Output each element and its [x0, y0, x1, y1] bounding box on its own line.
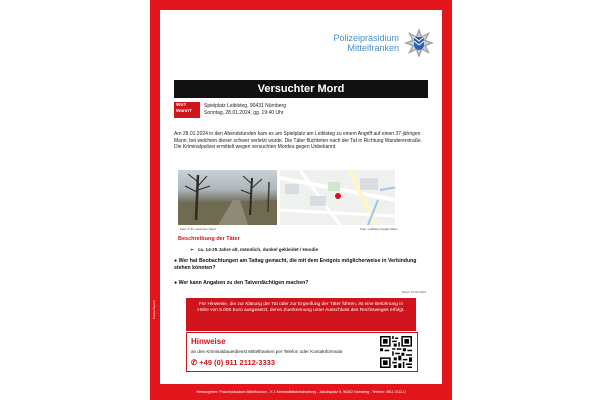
logo-text: [333, 33, 399, 53]
question-1: [174, 258, 424, 272]
police-logo: [333, 28, 434, 58]
crime-scene-photo: [178, 170, 277, 225]
question-1-text: Wer hat Beobachtungen am Tattag gemacht, die mit dem Ereignis möglicherweise in Verbindung stehen könnten?: [174, 258, 417, 271]
logo-line-2: Mittelfranken: [347, 43, 399, 53]
phone-number[interactable]: +49 (0) 911 2112-3333: [199, 358, 275, 367]
footer: Herausgeber: Polizeipräsidium Mittelfranken - K 1 Kriminalitätsbekämpfung - Jakobsplatz 5, 90402 Nürnberg - Telefon: 0911 2112-0: [196, 390, 406, 394]
qr-code-icon[interactable]: [380, 336, 412, 368]
where-when-values: [204, 103, 286, 117]
section-title: Beschreibung der Täter: [178, 236, 240, 242]
contact-subtitle: an den Kriminaldauerdienst Mittelfranken per Telefon oder Kontaktformular: [191, 349, 343, 354]
bullet-icon: ●: [174, 258, 179, 264]
phone-icon: ✆: [191, 358, 198, 367]
poster-sheet: [160, 10, 442, 384]
tree-path-image: [178, 170, 277, 225]
stand-date: Stand: 10.02.2024: [401, 290, 426, 294]
when-label: Wann?: [176, 109, 192, 114]
logo-line-1: Polizeipräsidium: [333, 33, 399, 43]
where-label: Wo?: [176, 103, 187, 108]
contact-title: Hinweise: [191, 337, 226, 346]
page-title: Versuchter Mord: [174, 80, 428, 98]
street-map-image: [280, 170, 395, 225]
police-star-icon: [404, 28, 434, 58]
location-map: [280, 170, 395, 225]
map-caption: Foto: Leiflsteg Google Maps: [360, 227, 398, 231]
when-value: Sonntag, 28.01.2024, gg. 19:40 Uhr: [204, 110, 284, 116]
bullet-icon: ●: [174, 280, 179, 286]
offender-description: [190, 247, 318, 253]
where-when-labels: [174, 102, 200, 118]
question-2: [174, 280, 424, 287]
contact-box: [186, 332, 418, 372]
offender-description-text: ca. 14-25 Jahre alt, männlich, dunkel gekleidet / Hoodie: [197, 247, 319, 252]
side-text: Polizei Bayern: [152, 300, 156, 320]
arrow-bullet-icon: ➢: [190, 247, 194, 252]
incident-description: Am 28.01.2024 in den Abendstunden kam es am Spielplatz am Leiblsteg zu einem Angriff auf einen 37-jährigen Mann, bei welchem dieser schwer verletzt wurde. Die Täter flüchteten nach der Tat in Richtung Wandererstraße. Die Kriminalpolizei ermittelt wegen versuchten Mordes gegen Unbekannt.: [174, 131, 423, 150]
wanted-poster: [150, 0, 452, 400]
reward-box: Für Hinweise, die zur Klärung der Tat oder zur Ergreifung der Täter führen, ist eine Belohnung in Höhe von 5.000 Euro ausgesetzt, deren Zuerkennung unter Ausschluss des Rechtsweges erfolgt.: [186, 298, 416, 331]
where-value: Spielplatz Leiblsteg, 90431 Nürnberg: [204, 103, 286, 109]
question-2-text: Wer kann Angaben zu den Tatverdächtigen machen?: [178, 280, 309, 286]
photo-caption: Foto: K 31, weiß den Tatort: [180, 227, 216, 231]
phone-line[interactable]: [191, 358, 275, 367]
